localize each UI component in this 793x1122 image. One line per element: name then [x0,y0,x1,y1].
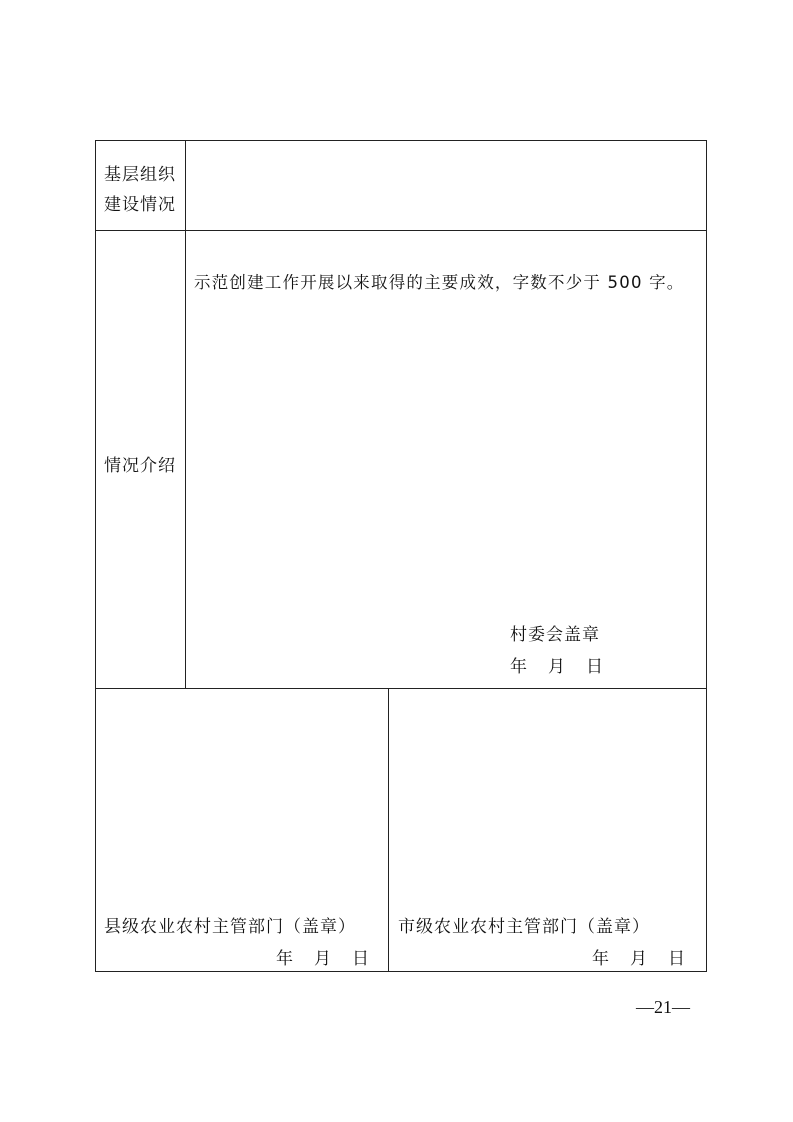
row-divider-intro [96,688,706,689]
grassroots-organization-label [104,160,184,220]
page-number: —21— [636,997,690,1017]
application-form-table [95,140,707,972]
month-label: 月 [630,949,648,969]
year-label: 年 [592,949,610,969]
month-label: 月 [314,949,332,969]
grassroots-content-field[interactable] [186,141,706,230]
grassroots-label-line1: 基层组织 [104,165,176,185]
county-date-row [276,944,370,974]
grassroots-label-line2: 建设情况 [104,195,176,215]
county-department-stamp-label: 县级农业农村主管部门（盖章） [104,917,356,937]
intro-instruction-text: 示范创建工作开展以来取得的主要成效，字数不少于 500 字。 [194,273,685,292]
day-label: 日 [352,949,370,969]
village-date-row [510,652,604,682]
day-label: 日 [586,657,604,677]
month-label: 月 [548,657,566,677]
row-divider-grassroots [96,230,706,231]
year-label: 年 [276,949,294,969]
day-label: 日 [668,949,686,969]
stamp-column-divider [388,688,389,971]
situation-intro-label: 情况介绍 [104,456,176,476]
city-date-row [592,944,686,974]
city-department-stamp-label: 市级农业农村主管部门（盖章） [398,917,650,937]
year-label: 年 [510,657,528,677]
village-committee-stamp-label: 村委会盖章 [510,625,600,645]
